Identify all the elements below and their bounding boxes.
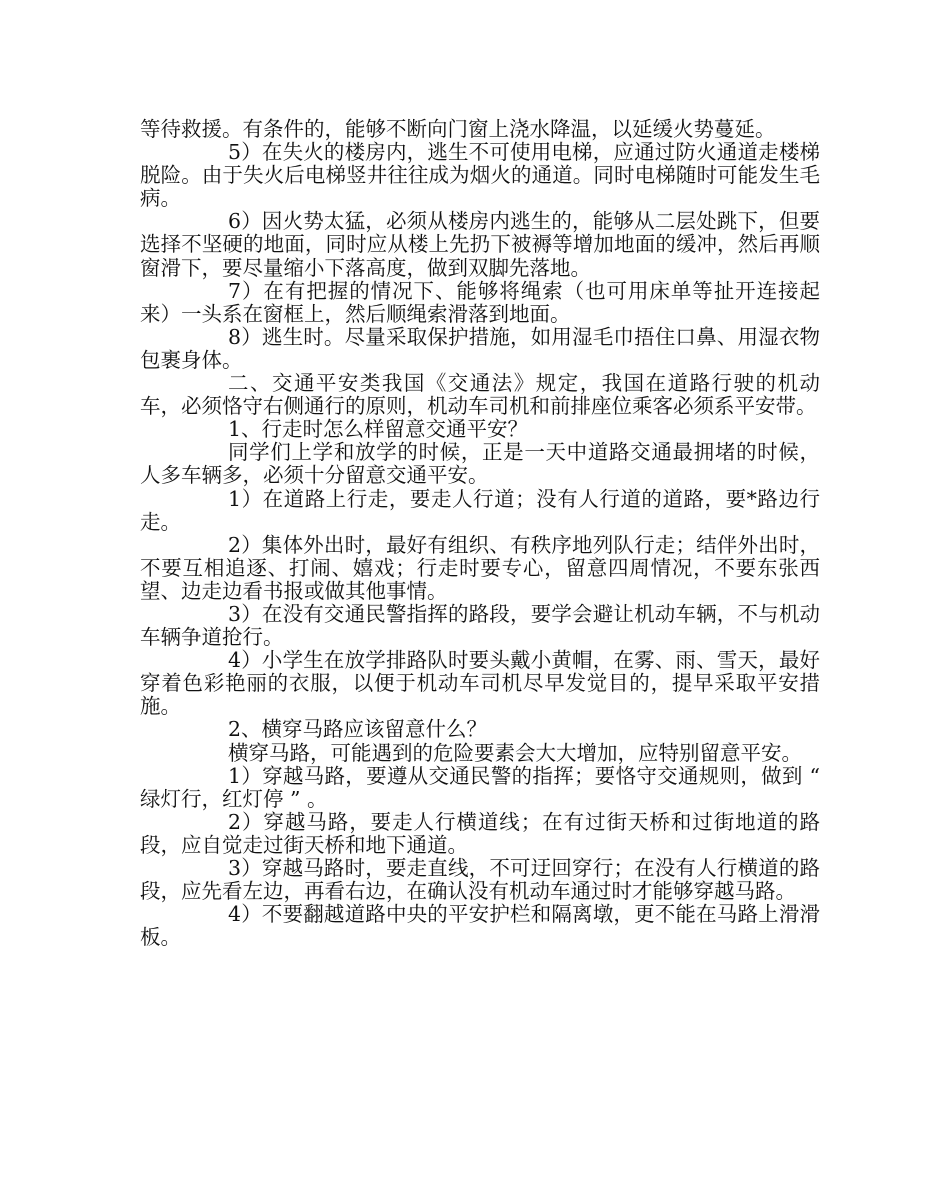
paragraph-walking-intro: 同学们上学和放学的时候，正是一天中道路交通最拥堵的时候，人多车辆多，必须十分留意交通平安。 — [140, 440, 820, 488]
paragraph-walking-4: 4）小学生在放学排路队时要头戴小黄帽，在雾、雨、雪天，最好穿着色彩艳丽的衣服，以便于机动车司机尽早发觉目的，提早采取平安措施。 — [140, 648, 820, 719]
paragraph-walking-3: 3）在没有交通民警指挥的路段，要学会避让机动车辆，不与机动车辆争道抢行。 — [140, 601, 820, 650]
subheading-walking: 1、行走时怎么样留意交通平安？ — [228, 417, 529, 442]
paragraph-crossing-3: 3）穿越马路时，要走直线，不可迂回穿行；在没有人行横道的路段，应先看左边，再看右边，在确认没有机动车通过时才能够穿越马路。 — [140, 856, 820, 904]
paragraph-crossing-intro: 横穿马路，可能遇到的危险要素会大大增加，应特别留意平安。 — [228, 740, 802, 765]
paragraph-crossing-2: 2）穿越马路，要走人行横道线；在有过街天桥和过街地道的路段，应自觉走过街天桥和地下通道。 — [140, 809, 820, 857]
paragraph-walking-2: 2）集体外出时，最好有组织、有秩序地列队行走；结伴外出时，不要互相追逐、打闹、嬉戏；行走时要专心，留意四周情况，不要东张西望、边走边看书报或做其他事情。 — [140, 532, 820, 603]
paragraph-crossing-4: 4）不要翻越道路中央的平安护栏和隔离墩，更不能在马路上滑滑板。 — [140, 902, 820, 950]
subheading-crossing: 2、横穿马路应该留意什么？ — [228, 717, 488, 742]
paragraph-item-8: 8）逃生时。尽量采取保护措施，如用湿毛巾捂住口鼻、用湿衣物包裹身体。 — [140, 324, 820, 372]
paragraph-item-6: 6）因火势太猛，必须从楼房内逃生的，能够从二层处跳下，但要选择不坚硬的地面，同时应从楼上先扔下被褥等增加地面的缓冲，然后再顺窗滑下，要尽量缩小下落高度，做到双脚先落地。 — [140, 209, 820, 280]
paragraph-item-5: 5）在失火的楼房内，逃生不可使用电梯，应通过防火通道走楼梯脱险。由于失火后电梯竖井往往成为烟火的通道。同时电梯随时可能发生毛病。 — [140, 140, 820, 211]
document-body — [140, 117, 827, 950]
paragraph-continuation: 等待救援。有条件的，能够不断向门窗上浇水降温，以延缓火势蔓延。 — [140, 117, 776, 141]
section-heading-traffic: 二、交通平安类我国《交通法》规定，我国在道路行驶的机动车，必须恪守右侧通行的原则，机动车司机和前排座位乘客必须系平安带。 — [140, 371, 820, 419]
paragraph-crossing-1: 1）穿越马路，要遵从交通民警的指挥；要恪守交通规则，做到 “ 绿灯行，红灯停 ” 。 — [140, 763, 827, 811]
paragraph-walking-1: 1）在道路上行走，要走人行道；没有人行道的道路，要*路边行走。 — [140, 486, 820, 534]
paragraph-item-7: 7）在有把握的情况下、能够将绳索（也可用床单等扯开连接起来）一头系在窗框上，然后顺绳索滑落到地面。 — [140, 278, 820, 326]
